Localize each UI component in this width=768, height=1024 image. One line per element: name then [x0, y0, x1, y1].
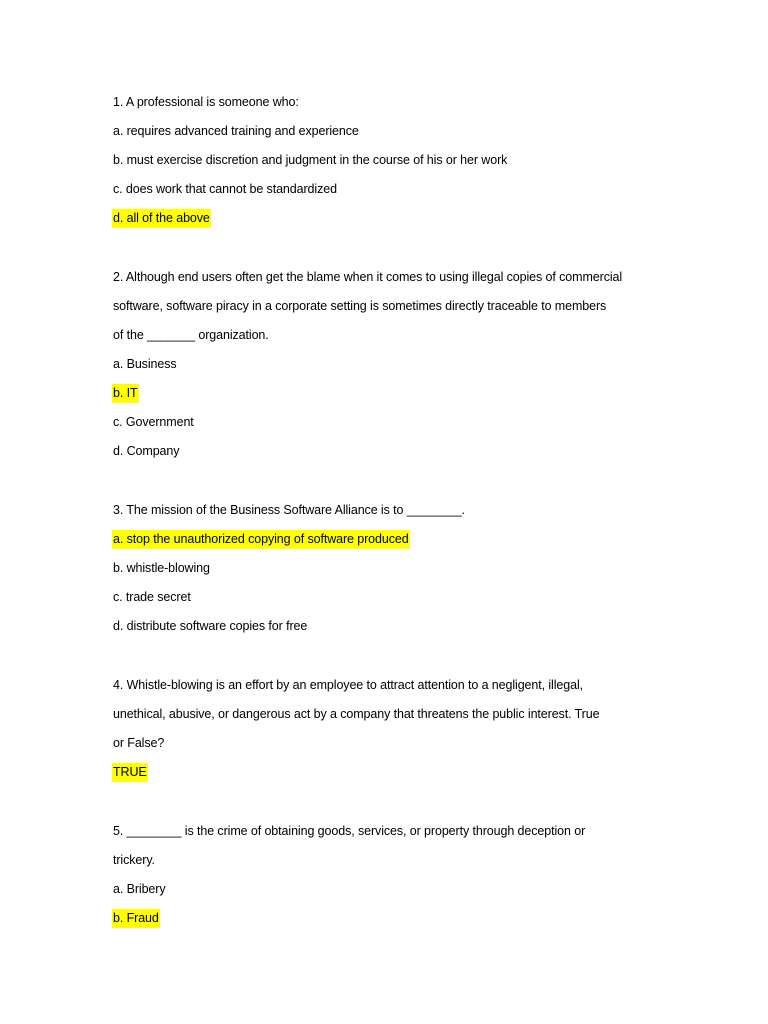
option-text	[113, 442, 673, 471]
line-text: d. distribute software copies for free	[113, 619, 308, 633]
question-spacer	[113, 238, 673, 268]
option-text	[113, 851, 673, 880]
line-text: of the _______ organization.	[113, 328, 269, 342]
line-text: 3. The mission of the Business Software Alliance is to ________.	[113, 503, 465, 517]
line-text: d. all of the above	[112, 209, 211, 228]
option-text	[113, 355, 673, 384]
question-spacer	[113, 792, 673, 822]
quiz-document	[113, 93, 673, 938]
line-text: 4. Whistle-blowing is an effort by an employee to attract attention to a negligent, illegal,	[113, 678, 584, 692]
line-text: b. must exercise discretion and judgment in the course of his or her work	[113, 153, 508, 167]
line-text: or False?	[113, 736, 165, 750]
option-text	[113, 734, 673, 763]
option-text	[113, 617, 673, 646]
line-text: unethical, abusive, or dangerous act by a company that threatens the public interest. True	[113, 707, 600, 721]
line-text: 1. A professional is someone who:	[113, 95, 299, 109]
highlighted-answer	[113, 209, 673, 238]
option-text	[113, 588, 673, 617]
line-text: c. trade secret	[113, 590, 191, 604]
line-text: trickery.	[113, 853, 155, 867]
option-text	[113, 151, 673, 180]
line-text: a. Business	[113, 357, 177, 371]
highlighted-answer	[113, 384, 673, 413]
line-text: 2. Although end users often get the blame when it comes to using illegal copies of commercial	[113, 270, 623, 284]
option-text	[113, 326, 673, 355]
line-text: b. IT	[112, 384, 139, 403]
question-block	[113, 822, 673, 938]
line-text: 5. ________ is the crime of obtaining goods, services, or property through deception or	[113, 824, 586, 838]
option-text	[113, 413, 673, 442]
question-text	[113, 93, 673, 122]
line-text: a. stop the unauthorized copying of software produced	[112, 530, 410, 549]
line-text: a. Bribery	[113, 882, 166, 896]
question-block	[113, 268, 673, 471]
line-text: d. Company	[113, 444, 180, 458]
question-block	[113, 93, 673, 238]
question-text	[113, 501, 673, 530]
question-spacer	[113, 471, 673, 501]
question-text	[113, 268, 673, 297]
highlighted-answer	[113, 763, 673, 792]
line-text: TRUE	[112, 763, 148, 782]
line-text: b. whistle-blowing	[113, 561, 210, 575]
line-text: c. does work that cannot be standardized	[113, 182, 337, 196]
question-block	[113, 501, 673, 646]
option-text	[113, 122, 673, 151]
line-text: b. Fraud	[112, 909, 160, 928]
question-text	[113, 822, 673, 851]
option-text	[113, 180, 673, 209]
option-text	[113, 705, 673, 734]
question-text	[113, 676, 673, 705]
line-text: c. Government	[113, 415, 194, 429]
question-spacer	[113, 646, 673, 676]
option-text	[113, 559, 673, 588]
question-block	[113, 676, 673, 792]
option-text	[113, 297, 673, 326]
option-text	[113, 880, 673, 909]
line-text: a. requires advanced training and experience	[113, 124, 359, 138]
line-text: software, software piracy in a corporate setting is sometimes directly traceable to members	[113, 299, 607, 313]
highlighted-answer	[113, 530, 673, 559]
highlighted-answer	[113, 909, 673, 938]
